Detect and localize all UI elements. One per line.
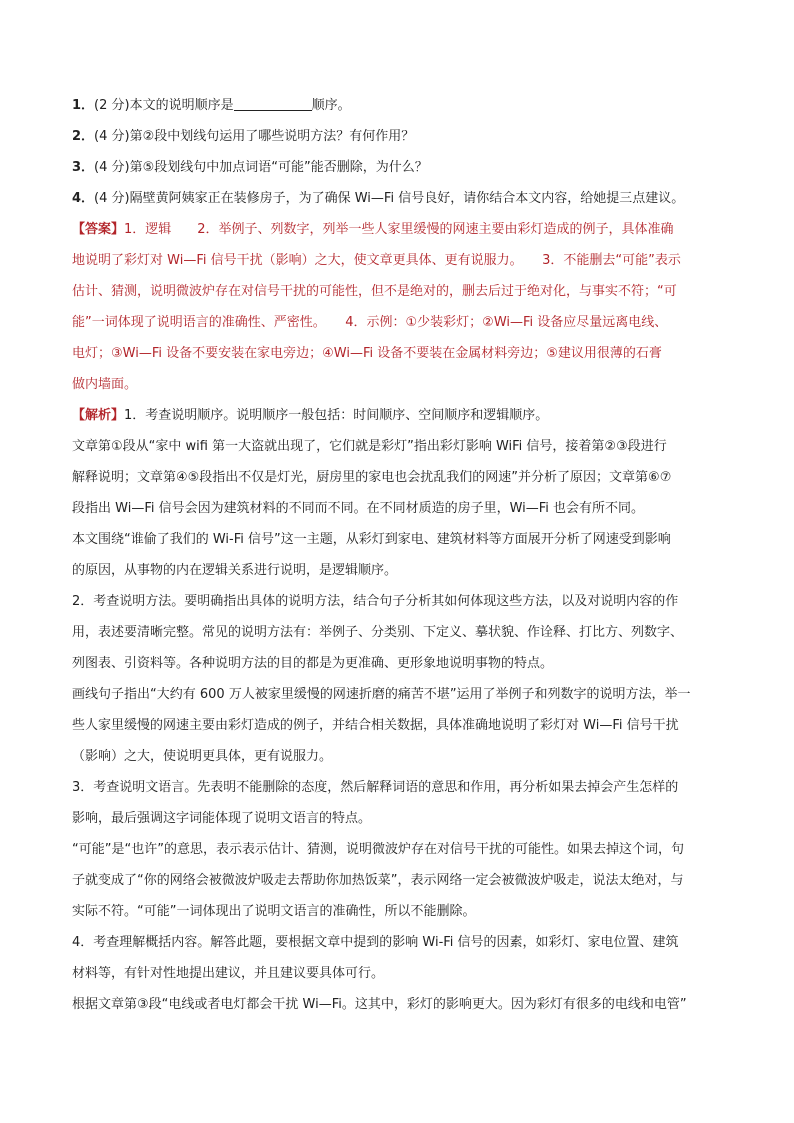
analysis-line: 本文围绕“谁偷了我们的 Wi-Fi 信号”这一主题，从彩灯到家电、建筑材料等方面展开分析了网速受到影响: [72, 532, 671, 547]
answer-line: 能”一词体现了说明语言的准确性、严密性。 4．示例：①少装彩灯；②Wi—Fi 设备应尽量远离电线、: [72, 315, 668, 330]
analysis-line: 列图表、引资料等。各种说明方法的目的都是为更准确、更形象地说明事物的特点。: [72, 656, 554, 671]
answer-line: 地说明了彩灯对 Wi—Fi 信号干扰（影响）之大，使文章更具体、更有说服力。 3．不能删去“可能”表示: [72, 253, 681, 268]
analysis-line: 材料等，有针对性地提出建议，并且建议要具体可行。: [72, 966, 385, 981]
answer-section: [72, 220, 732, 395]
answer-line: [72, 220, 732, 240]
analysis-line: 影响，最后强调这字词能体现了说明文语言的特点。: [72, 811, 372, 826]
question-text: 第⑤段划线句中加点词语“可能”能否删除，为什么？: [129, 160, 428, 175]
analysis-line: 4．考查理解概括内容。解答此题，要根据文章中提到的影响 Wi-Fi 信号的因素，如彩灯、家电位置、建筑: [72, 935, 679, 950]
analysis-line: 用，表述要清晰完整。常见的说明方法有：举例子、分类别、下定义、摹状貌、作诠释、打比方、列数字、: [72, 625, 684, 640]
question-text: 本文的说明顺序是: [129, 98, 234, 113]
analysis-text: 1．考查说明顺序。说明顺序一般包括：时间顺序、空间顺序和逻辑顺序。: [124, 408, 549, 423]
analysis-tag: 【解析】: [72, 408, 125, 423]
answer-line: 电灯；③Wi—Fi 设备不要安装在家电旁边；④Wi—Fi 设备不要装在金属材料旁边；⑤建议用很薄的石膏: [72, 346, 662, 361]
analysis-line: 画线句子指出“大约有 600 万人被家里缓慢的网速折磨的痛苦不堪”运用了举例子和列数字的说明方法，举一: [72, 687, 691, 702]
analysis-line: 实际不符。“可能”一词体现出了说明文语言的准确性，所以不能删除。: [72, 904, 476, 919]
answer-line: 做内墙面。: [72, 377, 138, 392]
analysis-section: [72, 406, 732, 1015]
question-4: [72, 189, 732, 209]
analysis-line: “可能”是“也许”的意思，表示表示估计、猜测，说明微波炉存在对信号干扰的可能性。如果去掉这个词，句: [72, 842, 684, 857]
question-score: (4 分): [94, 191, 130, 206]
analysis-line: 3．考查说明文语言。先表明不能删除的态度，然后解释词语的意思和作用，再分析如果去掉会产生怎样的: [72, 780, 679, 795]
question-text: 隔壁黄阿姨家正在装修房子，为了确保 Wi—Fi 信号良好，请你结合本文内容，给她提三点建议。: [129, 191, 685, 206]
question-score: (2 分): [94, 98, 130, 113]
question-3: [72, 158, 732, 178]
question-1: [72, 96, 732, 116]
question-number: 4．: [72, 191, 95, 206]
answer-text: 1．逻辑 2．举例子、列数字，列举一些人家里缓慢的网速主要由彩灯造成的例子，具体准确: [124, 222, 674, 237]
analysis-line: 根据文章第③段“电线或者电灯都会干扰 Wi—Fi。这其中，彩灯的影响更大。因为彩灯有很多的电线和电管”: [72, 997, 687, 1012]
question-score: (4 分): [94, 160, 130, 175]
question-number: 1．: [72, 98, 95, 113]
answer-tag: 【答案】: [72, 222, 125, 237]
analysis-line: 段指出 Wi—Fi 信号会因为建筑材料的不同而不同。在不同材质造的房子里，Wi—Fi 也会有所不同。: [72, 501, 645, 516]
question-2: [72, 127, 732, 147]
analysis-line: （影响）之大，使说明更具体，更有说服力。: [72, 749, 333, 764]
document-page: [72, 96, 732, 1015]
answer-blank: [234, 96, 312, 111]
question-number: 3．: [72, 160, 95, 175]
analysis-line: 些人家里缓慢的网速主要由彩灯造成的例子，并结合相关数据，具体准确地说明了彩灯对 Wi—Fi 信号干扰: [72, 718, 679, 733]
question-text-end: 顺序。: [311, 98, 351, 113]
question-score: (4 分): [94, 129, 130, 144]
analysis-line: 的原因，从事物的内在逻辑关系进行说明，是逻辑顺序。: [72, 563, 398, 578]
analysis-line: 解释说明；文章第④⑤段指出不仅是灯光，厨房里的家电也会扰乱我们的网速”并分析了原因；文章第⑥⑦: [72, 470, 672, 485]
analysis-line: [72, 406, 732, 426]
answer-line: 估计、猜测，说明微波炉存在对信号干扰的可能性，但不是绝对的，删去后过于绝对化，与事实不符；“可: [72, 284, 677, 299]
analysis-line: 文章第①段从“家中 wifi 第一大盗就出现了，它们就是彩灯”指出彩灯影响 WiFi 信号，接着第②③段进行: [72, 439, 667, 454]
question-text: 第②段中划线句运用了哪些说明方法？有何作用？: [129, 129, 415, 144]
analysis-line: 2．考查说明方法。要明确指出具体的说明方法，结合句子分析其如何体现这些方法，以及对说明内容的作: [72, 594, 679, 609]
analysis-line: 子就变成了“你的网络会被微波炉吸走去帮助你加热饭菜”，表示网络一定会被微波炉吸走，说法太绝对，与: [72, 873, 684, 888]
question-number: 2．: [72, 129, 95, 144]
